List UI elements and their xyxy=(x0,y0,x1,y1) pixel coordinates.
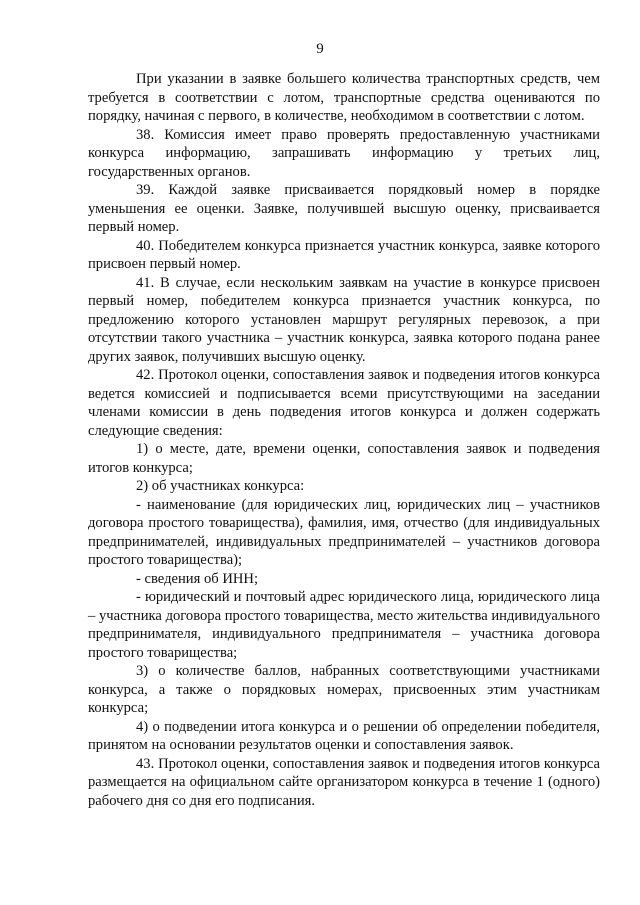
paragraph-42: 42. Протокол оценки, сопоставления заявок и подведения итогов конкурса ведется комиссией и подписывается всеми присутствующими на заседании членами комиссии в день подведения итогов конкурса и должен содержать следующие сведения: xyxy=(88,367,600,439)
sub-item-name: - наименование (для юридических лиц, юридических лиц – участников договора простого товарищества), фамилия, имя, отчество (для индивидуальных предпринимателей, индивидуальных предпринимателей – участников договора простого товарищества); xyxy=(88,496,600,568)
paragraph-41: 41. В случае, если нескольким заявкам на участие в конкурсе присвоен первый номер, победителем конкурса признается участник конкурса, по предложению которого установлен маршрут регулярных перевозок, а при отсутствии такого участника – участник конкурса, заявка которого подана ранее других заявок, получивших высшую оценку. xyxy=(88,274,600,365)
list-item-3: 3) о количестве баллов, набранных соответствующими участниками конкурса, а также о порядковых номерах, присвоенных этим участникам конкурса; xyxy=(88,663,600,716)
paragraph-40: 40. Победителем конкурса признается участник конкурса, заявке которого присвоен первый номер. xyxy=(88,237,600,272)
sub-item-address: - юридический и почтовый адрес юридического лица, юридического лица – участника договора простого товарищества, место жительства индивидуального предпринимателя, индивидуального предпринимателя – участника договора простого товарищества; xyxy=(88,589,600,661)
list-item-2: 2) об участниках конкурса: xyxy=(136,478,305,494)
paragraph-39: 39. Каждой заявке присваивается порядковый номер в порядке уменьшения ее оценки. Заявке, получившей высшую оценку, присваивается первый номер. xyxy=(88,182,600,235)
document-body xyxy=(88,70,600,810)
paragraph-43: 43. Протокол оценки, сопоставления заявок и подведения итогов конкурса размещается на официальном сайте организатором конкурса в течение 1 (одного) рабочего дня со дня его подписания. xyxy=(88,755,600,809)
sub-item-inn: - сведения об ИНН; xyxy=(136,570,259,587)
list-item-4: 4) о подведении итога конкурса и о решении об определении победителя, принятом на основании результатов оценки и сопоставления заявок. xyxy=(88,718,600,753)
paragraph-38: 38. Комиссия имеет право проверять предоставленную участниками конкурса информацию, запрашивать информацию у третьих лиц, государственных органов. xyxy=(88,126,600,180)
paragraph-transport-count: При указании в заявке большего количества транспортных средств, чем требуется в соответствии с лотом, транспортные средства оцениваются по порядку, начиная с первого, в количестве, необходимом в соответствии с лотом. xyxy=(88,71,600,124)
page-number: 9 xyxy=(316,41,324,57)
list-item-1: 1) о месте, дате, времени оценки, сопоставления заявок и подведения итогов конкурса; xyxy=(88,441,600,476)
